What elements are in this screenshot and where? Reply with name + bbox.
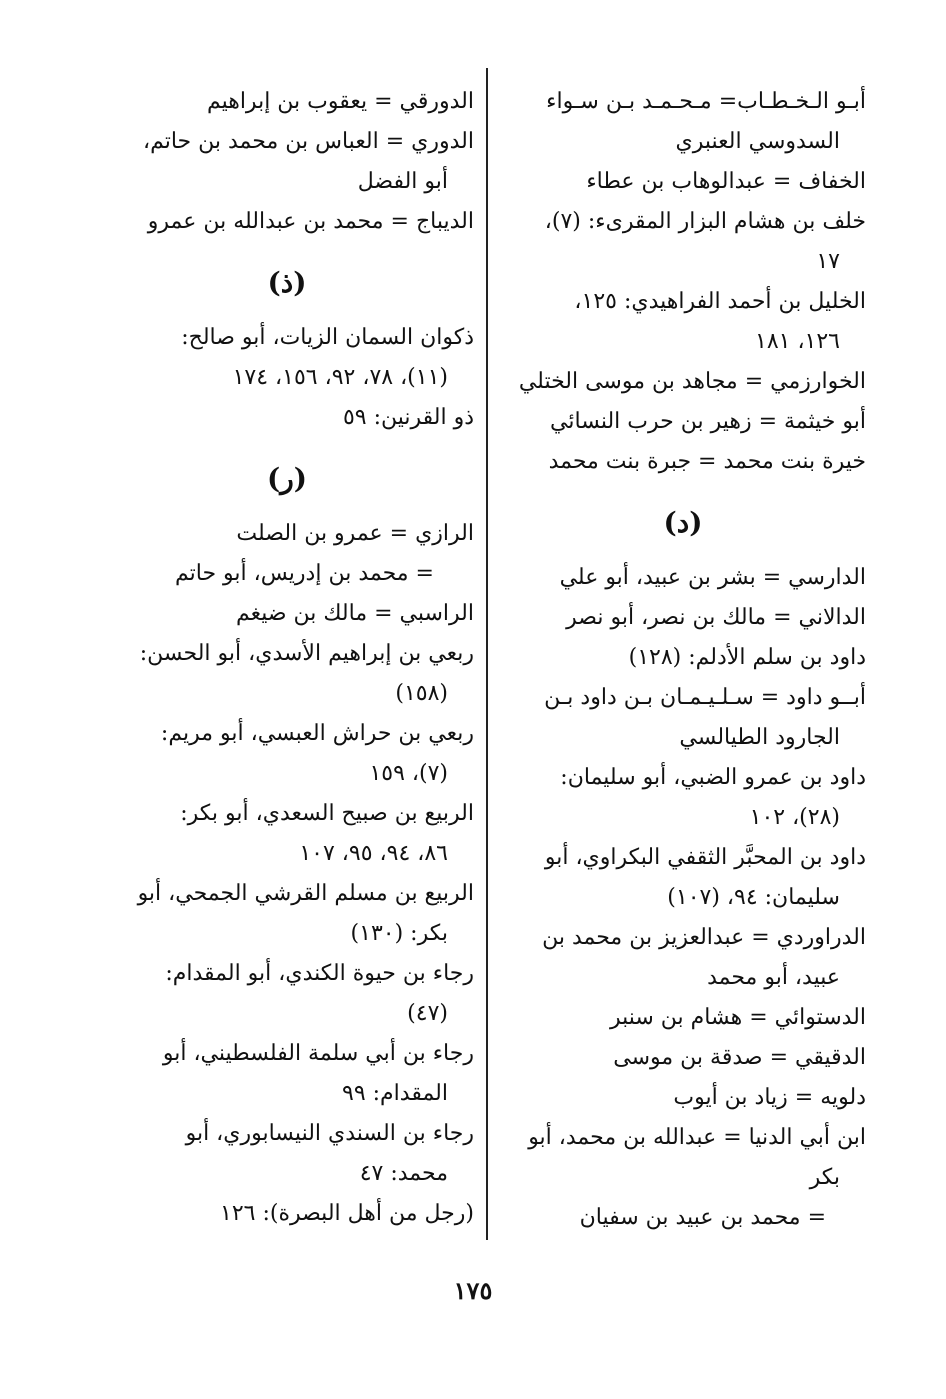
entry-heading-text: الراسبي = مالك بن ضيغم xyxy=(235,601,474,626)
index-entry xyxy=(100,954,474,1034)
right-column xyxy=(500,82,866,1238)
entry-continuation-text: محمد: ٤٧ xyxy=(359,1161,448,1186)
entry-heading-text: الدراوردي = عبدالعزيز بن محمد بن xyxy=(542,925,866,950)
entry-heading-text: أبـو الـخـطـاب= مـحـمـد بـن سـواء xyxy=(546,89,866,114)
left-entries-dhal xyxy=(100,318,474,438)
index-entry xyxy=(500,282,866,362)
left-entries-ra xyxy=(100,514,474,1234)
entry-continuation-text: ١٧ xyxy=(816,249,840,274)
index-entry xyxy=(100,122,474,202)
entry-continuation-text: (٤٧) xyxy=(407,1001,448,1026)
index-entry xyxy=(500,598,866,638)
index-entry xyxy=(500,758,866,838)
entry-heading-text: خلف بن هشام البزار المقرىء: (٧)، xyxy=(544,209,866,234)
entry-continuation-text: بكر xyxy=(809,1165,840,1190)
entry-heading-text: داود بن سلم الأدلم: (١٢٨) xyxy=(628,645,866,670)
entry-continuation-text: (١٥٨) xyxy=(395,681,448,706)
index-entry xyxy=(500,998,866,1038)
entry-heading-text: الربيع بن صبيح السعدي، أبو بكر: xyxy=(180,801,474,826)
index-entry xyxy=(100,202,474,242)
page-number: ١٧٥ xyxy=(453,1276,493,1305)
index-entry xyxy=(100,1114,474,1194)
index-entry xyxy=(500,918,866,998)
index-entry xyxy=(100,398,474,438)
index-entry xyxy=(500,678,866,758)
entry-continuation-text: ٨٦، ٩٤، ٩٥، ١٠٧ xyxy=(299,841,448,866)
column-divider xyxy=(486,68,488,1240)
entry-continuation-text: أبو الفضل xyxy=(357,169,448,194)
entry-heading-text: = محمد بن عبيد بن سفيان xyxy=(579,1205,826,1230)
section-heading-dal: (د) xyxy=(663,506,703,539)
entry-heading-text: الخليل بن أحمد الفراهيدي: ١٢٥، xyxy=(574,289,866,314)
index-entry xyxy=(100,1034,474,1114)
index-entry xyxy=(500,402,866,442)
index-entry xyxy=(500,442,866,482)
entry-heading-text: داود بن عمرو الضبي، أبو سليمان: xyxy=(560,765,866,790)
entry-heading-text: الدوري = العباس بن محمد بن حاتم، xyxy=(142,129,474,154)
entry-heading-text: ذكوان السمان الزيات، أبو صالح: xyxy=(181,325,474,350)
entry-continuation-text: بكر: (١٣٠) xyxy=(350,921,448,946)
index-entry xyxy=(100,634,474,714)
entry-heading-text: ابن أبي الدنيا = عبدالله بن محمد، أبو xyxy=(528,1125,866,1150)
index-entry xyxy=(500,558,866,598)
section-heading-dhal: (ذ) xyxy=(267,266,307,299)
entry-continuation-text: ١٢٦، ١٨١ xyxy=(755,329,840,354)
entry-continuation-text: (٧)، ١٥٩ xyxy=(369,761,448,786)
index-entry xyxy=(100,514,474,554)
entry-heading-text: خيرة بنت محمد = جبرة بنت محمد xyxy=(548,449,866,474)
entry-heading-text: ذو القرنين: ٥٩ xyxy=(342,405,474,430)
entry-continuation-text: السدوسي العنبري xyxy=(675,129,840,154)
entry-heading-text: رجاء بن أبي سلمة الفلسطيني، أبو xyxy=(162,1041,474,1066)
index-entry xyxy=(100,714,474,794)
index-entry xyxy=(500,1038,866,1078)
entry-heading-text: الدالاني = مالك بن نصر، أبو نصر xyxy=(566,605,866,630)
entry-heading-text: الدارسي = بشر بن عبيد، أبو علي xyxy=(559,565,866,590)
index-entry xyxy=(100,554,474,594)
entry-heading-text: ربعي بن إبراهيم الأسدي، أبو الحسن: xyxy=(139,641,474,666)
index-entry xyxy=(100,874,474,954)
entry-continuation-text: (٢٨)، ١٠٢ xyxy=(749,805,840,830)
index-entry xyxy=(500,638,866,678)
entry-continuation-text: المقدام: ٩٩ xyxy=(342,1081,448,1106)
entry-heading-text: الدستوائي = هشام بن سنبر xyxy=(609,1005,866,1030)
index-entry xyxy=(500,1118,866,1198)
entry-heading-text: = محمد بن إدريس، أبو حاتم xyxy=(175,561,434,586)
entry-heading-text: رجاء بن السندي النيسابوري، أبو xyxy=(185,1121,474,1146)
entry-continuation-text: عبيد، أبو محمد xyxy=(707,965,840,990)
entry-heading-text: الديباج = محمد بن عبدالله بن عمرو xyxy=(147,209,474,234)
index-entry xyxy=(500,1198,866,1238)
entry-heading-text: الرازي = عمرو بن الصلت xyxy=(236,521,474,546)
entry-heading-text: ربعي بن حراش العبسي، أبو مريم: xyxy=(160,721,474,746)
index-entry xyxy=(100,594,474,634)
entry-continuation-text: (١١)، ٧٨، ٩٢، ١٥٦، ١٧٤ xyxy=(232,365,448,390)
left-column xyxy=(100,82,474,1234)
entry-heading-text: الخفاف = عبدالوهاب بن عطاء xyxy=(586,169,866,194)
index-entry xyxy=(500,362,866,402)
index-entry xyxy=(100,1194,474,1234)
index-entry xyxy=(500,1078,866,1118)
index-entry xyxy=(100,318,474,398)
index-entry xyxy=(500,202,866,282)
entry-heading-text: الخوارزمي = مجاهد بن موسى الختلي xyxy=(518,369,866,394)
entry-heading-text: أبــو داود = سـلـيـمـان بـن داود بـن xyxy=(544,685,866,710)
entry-heading-text: الدقيقي = صدقة بن موسى xyxy=(613,1045,866,1070)
entry-heading-text: أبو خيثمة = زهير بن حرب النسائي xyxy=(550,409,866,434)
section-heading-ra: (ر) xyxy=(266,462,308,495)
index-entry xyxy=(500,838,866,918)
index-entry xyxy=(500,162,866,202)
right-entries-kha xyxy=(500,82,866,482)
entry-continuation-text: سليمان: ٩٤، (١٠٧) xyxy=(667,885,840,910)
left-entries-dal-cont xyxy=(100,82,474,242)
entry-heading-text: رجاء بن حيوة الكندي، أبو المقدام: xyxy=(165,961,474,986)
entry-heading-text: داود بن المحبَّر الثقفي البكراوي، أبو xyxy=(544,845,866,870)
entry-continuation-text: الجارود الطيالسي xyxy=(679,725,840,750)
entry-heading-text: (رجل من أهل البصرة): ١٢٦ xyxy=(220,1201,474,1226)
right-entries-dal xyxy=(500,558,866,1238)
index-entry xyxy=(100,82,474,122)
index-entry xyxy=(500,82,866,162)
entry-heading-text: الدورقي = يعقوب بن إبراهيم xyxy=(206,89,474,114)
entry-heading-text: دلويه = زياد بن أيوب xyxy=(673,1085,866,1110)
entry-heading-text: الربيع بن مسلم القرشي الجمحي، أبو xyxy=(137,881,474,906)
index-entry xyxy=(100,794,474,874)
